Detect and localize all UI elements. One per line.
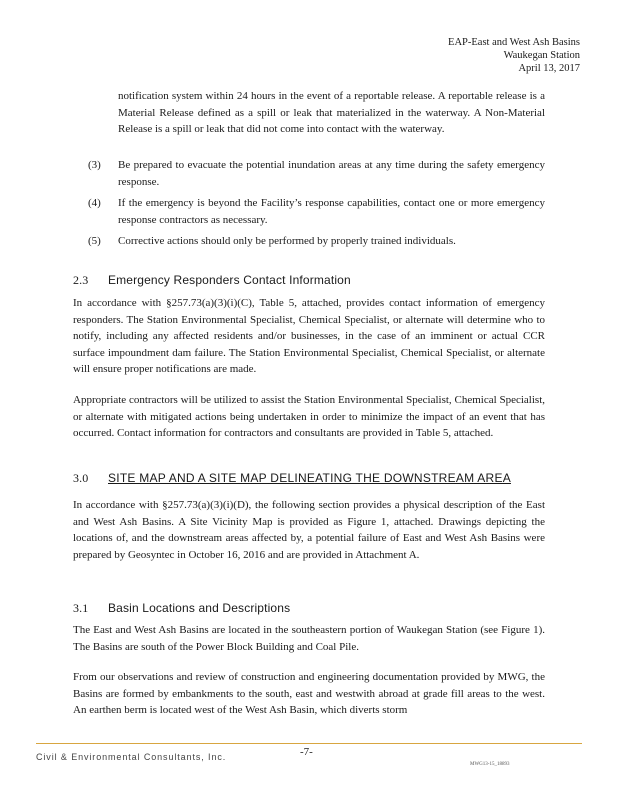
header-doc-title: EAP-East and West Ash Basins [448, 37, 580, 48]
header-date: April 13, 2017 [518, 63, 580, 74]
action-list [88, 157, 545, 255]
section-3-1-heading [73, 601, 290, 616]
footer-company: Civil & Environmental Consultants, Inc. [36, 752, 227, 762]
section-3-1-paragraph-2: From our observations and review of construction and engineering documentation provided by MWG, the Basins are formed by embankments to the south, east and westwith abroad at grade fill areas to the west. An earthen berm is located west of the West Ash Basin, which diverts storm [73, 671, 545, 716]
section-3-1-paragraph-1: The East and West Ash Basins are located in the southeastern portion of Waukegan Station (see Figure 1). The Basins are south of the Power Block Building and Coal Pile. [73, 624, 545, 653]
section-3-0-paragraph: In accordance with §257.73(a)(3)(i)(D), the following section provides a physical description of the East and West Ash Basins. A Site Vicinity Map is provided as Figure 1, attached. Drawings depicting the locations of, and the downstream areas affected by, a potential failure of East and West Ash Basins were prepared by Geosyntec in October 16, 2016 and are provided in Attachment A. [73, 499, 545, 561]
list-item [88, 233, 545, 250]
list-item-text: If the emergency is beyond the Facility’s response capabilities, contact one or more emergency response contractors as necessary. [118, 197, 545, 226]
section-2-3-paragraph-1: In accordance with §257.73(a)(3)(i)(C), Table 5, attached, provides contact information of emergency responders. The Station Environmental Specialist, Chemical Specialist, or alternate will determine who to notify, including any affected residents and/or businesses, in the case of an imminent or actual CCR surface impoundment dam failure. The Station Environmental Specialist, Chemical Specialist, or alternate will ensure proper notifications are made. [73, 297, 545, 375]
section-title: Emergency Responders Contact Information [108, 273, 351, 287]
section-title: SITE MAP AND A SITE MAP DELINEATING THE DOWNSTREAM AREA [108, 471, 511, 485]
page-number: -7- [300, 746, 313, 758]
list-item-number: (5) [88, 235, 101, 247]
list-item-text: Be prepared to evacuate the potential inundation areas at any time during the safety emergency response. [118, 159, 545, 188]
section-title: Basin Locations and Descriptions [108, 601, 291, 615]
footer-rule [36, 743, 582, 744]
list-item [88, 195, 545, 228]
section-2-3-heading [73, 273, 351, 288]
list-item-text: Corrective actions should only be performed by properly trained individuals. [118, 235, 456, 247]
continued-paragraph: notification system within 24 hours in the event of a reportable release. A reportable release is a Material Release defined as a spill or leak that materialized in the waterway. A Non-Material Release is a spill or leak that did not come into contact with the waterway. [118, 90, 545, 135]
section-3-0-heading [73, 471, 511, 486]
header-station: Waukegan Station [503, 50, 580, 61]
section-number: 3.0 [73, 471, 89, 485]
section-number: 3.1 [73, 601, 89, 615]
list-item [88, 157, 545, 190]
section-number: 2.3 [73, 273, 89, 287]
list-item-number: (4) [88, 197, 101, 209]
list-item-number: (3) [88, 159, 101, 171]
bates-number: MWG13-15_18893 [470, 762, 510, 767]
page-header [448, 36, 580, 75]
section-2-3-paragraph-2: Appropriate contractors will be utilized to assist the Station Environmental Specialist, Chemical Specialist, or alternate with mitigated actions being undertaken in order to minimize the impact of an event that has occurred. Contact information for contractors and consultants are provided in Table 5, attached. [73, 394, 545, 439]
